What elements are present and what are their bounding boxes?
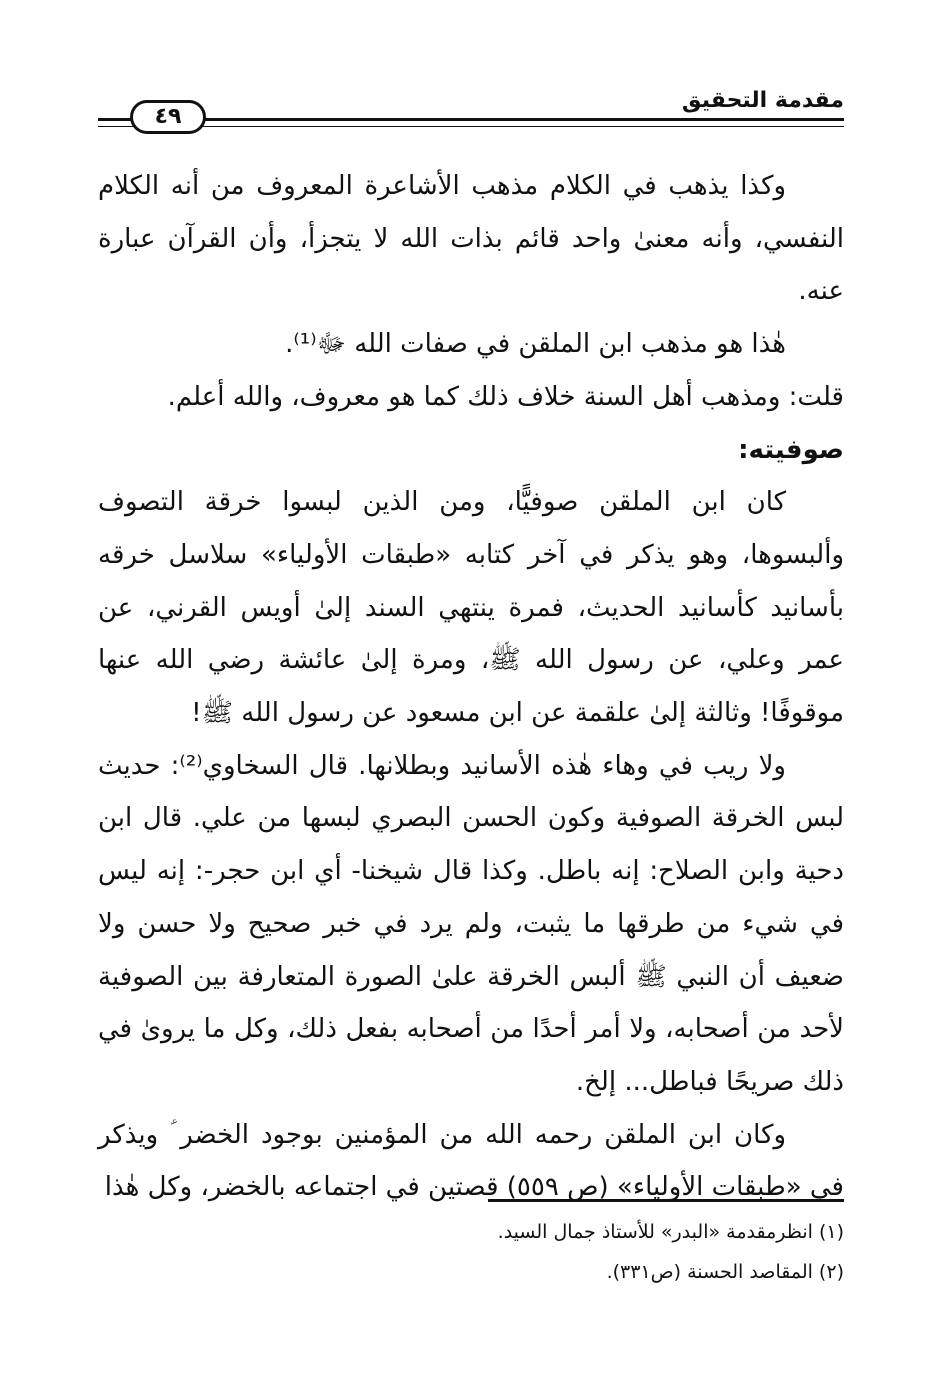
paragraph-sifat: هٰذا هو مذهب ابن الملقن في صفات الله ﷻ⁽¹⁾. — [285, 329, 786, 360]
footnotes — [144, 1212, 844, 1292]
main-text — [98, 160, 844, 1214]
footnote-1: (١) انظرمقدمة «البدر» للأستاذ جمال السيد. — [497, 1221, 844, 1243]
header-double-rule — [98, 118, 844, 127]
running-header-title: مقدمة التحقيق — [681, 88, 844, 113]
paragraph-sakhawi: ولا ريب في وهاء هٰذه الأسانيد وبطلانها. قال السخاوي⁽²⁾: حديث لبس الخرقة الصوفية وكون الحسن البصري لبسها من علي. قال ابن دحية وابن الصلاح: إنه باطل. وكذا قال شيخنا- أي ابن حجر-: إنه ليس في شيء من طرقها ما يثبت، ولم يرد في خبر صحيح ولا حسن ولا ضعيف أن النبي ﷺ ألبس الخرقة علىٰ الصورة المتعارفة بين الصوفية لأحد من أصحابه، ولا أمر أحدًا من أصحابه بفعل ذلك، وكل ما يروىٰ في ذلك صريحًا فباطل... إلخ. — [98, 750, 844, 1097]
footnote-separator — [488, 1199, 844, 1202]
page-number-badge: ٤٩ — [130, 100, 206, 134]
paragraph-qultu: قلت: ومذهب أهل السنة خلاف ذلك كما هو معروف، والله أعلم. — [167, 381, 844, 412]
section-heading-sufism: صوفيته: — [738, 434, 844, 465]
paragraph-khirqa: كان ابن الملقن صوفيًّا، ومن الذين لبسوا خرقة التصوف وألبسوها، وهو يذكر في آخر كتابه «طبقات الأولياء» سلاسل خرقه بأسانيد كأسانيد الحديث، فمرة ينتهي السند إلىٰ أويس القرني، عن عمر وعلي، عن رسول الله ﷺ، ومرة إلىٰ عائشة رضي الله عنها موقوفًا! وثالثة إلىٰ علقمة عن ابن مسعود عن رسول الله ﷺ! — [98, 487, 844, 729]
paragraph-khidr: وكان ابن الملقن رحمه الله من المؤمنين بوجود الخضر ؑ ويذكر في «طبقات الأولياء» (ص ٥٥٩) قصتين في اجتماعه بالخضر، وكل هٰذا — [98, 1119, 844, 1203]
paragraph-kalam: وكذا يذهب في الكلام مذهب الأشاعرة المعروف من أنه الكلام النفسي، وأنه معنىٰ واحد قائم بذات الله لا يتجزأ، وأن القرآن عبارة عنه. — [98, 171, 844, 307]
footnote-2: (٢) المقاصد الحسنة (ص٣٣١). — [606, 1261, 844, 1283]
